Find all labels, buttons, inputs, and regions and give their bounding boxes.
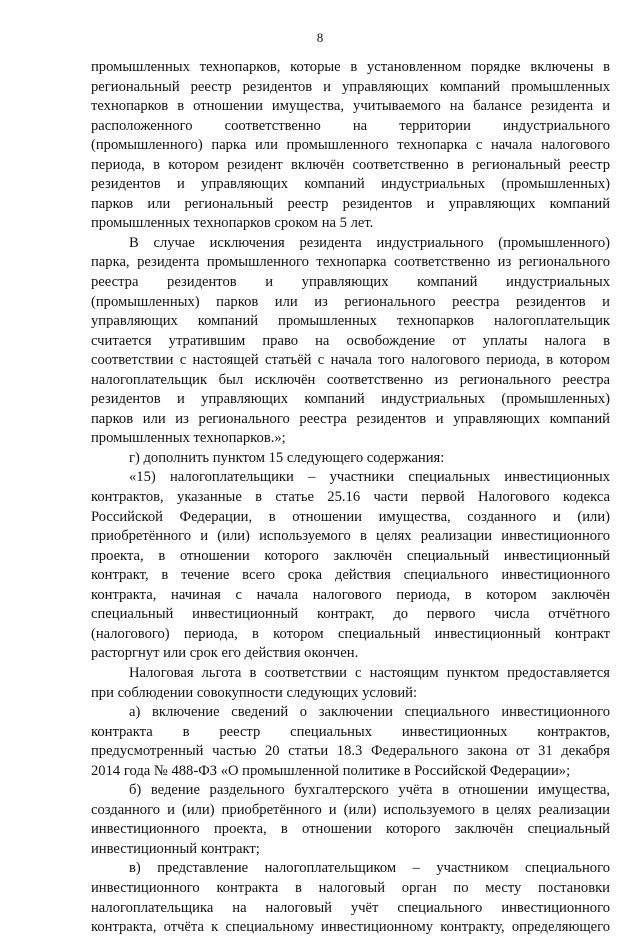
- paragraph: [91, 703, 610, 781]
- text-line: а) включение сведений о заключении специального инвестиционного: [129, 704, 610, 721]
- text-line: контрактов, указанные в статье 25.16 части первой Налогового кодекса: [91, 489, 610, 506]
- text-line: технопарков в отношении имущества, учитываемого на балансе резидента и: [91, 98, 610, 115]
- text-line: парка, резидента промышленного технопарка соответственно из регионального: [91, 254, 610, 271]
- paragraph: [91, 859, 610, 937]
- text-line: «15) налогоплательщики – участники специальных инвестиционных: [129, 469, 610, 486]
- text-line: считается утратившим право на освобождение от уплаты налога в: [91, 332, 610, 349]
- text-line: Российской Федерации, в отношении имущества, созданного и (или): [91, 508, 610, 525]
- paragraph: [91, 781, 610, 859]
- text-line: Налоговая льгота в соответствии с настоящим пунктом предоставляется: [129, 664, 610, 681]
- text-line: расположенного соответственно на территории индустриального: [91, 117, 610, 134]
- paragraph: [91, 449, 610, 469]
- paragraph: [91, 468, 610, 663]
- page-number: 8: [316, 30, 324, 45]
- text-line: управляющих компаний промышленных технопарков налогоплательщик: [91, 313, 610, 330]
- text-line: специальный инвестиционный контракт, до первого числа отчётного: [91, 606, 610, 623]
- text-line: инвестиционного контракта в налоговый орган по месту постановки: [91, 879, 610, 896]
- text-line: созданного и (или) приобретённого и (или) используемого в целях реализации: [91, 801, 610, 818]
- text-line: налогоплательщик был исключён соответственно из регионального реестра: [91, 371, 610, 388]
- text-line: г) дополнить пунктом 15 следующего содержания:: [129, 449, 445, 466]
- text-line: инвестиционный контракт;: [91, 840, 260, 857]
- text-line: 2014 года № 488-ФЗ «О промышленной политике в Российской Федерации»;: [91, 762, 571, 779]
- text-line: инвестиционного проекта, в отношении которого заключён специальный: [91, 821, 610, 838]
- text-line: резидентов и управляющих компаний индустриальных (промышленных): [91, 391, 610, 408]
- text-line: реестра резидентов и управляющих компаний индустриальных: [91, 274, 610, 291]
- text-line: налогоплательщика на налоговый учёт специального инвестиционного: [91, 899, 610, 916]
- paragraph: [91, 664, 610, 703]
- text-line: в) представление налогоплательщиком – участником специального: [129, 860, 610, 877]
- text-line: расторгнут или срок его действия окончен.: [91, 645, 359, 662]
- paragraph: [91, 58, 610, 234]
- text-line: промышленных технопарков сроком на 5 лет.: [91, 215, 374, 232]
- text-line: контракта, начиная с начала налогового периода, в котором заключён: [91, 586, 610, 603]
- text-line: контракта, отчёта к специальному инвестиционному контракту, определяющего: [91, 919, 610, 936]
- text-line: промышленных технопарков, которые в установленном порядке включены в: [91, 59, 610, 75]
- text-line: В случае исключения резидента индустриального (промышленного): [129, 234, 610, 251]
- text-line: проекта, в отношении которого заключён специальный инвестиционный: [91, 547, 610, 564]
- text-line: при соблюдении совокупности следующих условий:: [91, 684, 418, 701]
- text-line: контракта в реестр специальных инвестиционных контрактов,: [91, 723, 610, 740]
- text-line: (промышленных) парков или из регионального реестра резидентов и: [91, 293, 610, 310]
- text-line: приобретённого и (или) используемого в целях реализации инвестиционного: [91, 528, 610, 545]
- text-line: парков или региональный реестр резидентов и управляющих компаний: [91, 195, 610, 212]
- paragraph: [91, 234, 610, 449]
- text-line: промышленных технопарков.»;: [91, 430, 286, 447]
- text-line: предусмотренный частью 20 статьи 18.3 Федерального закона от 31 декабря: [91, 743, 610, 760]
- text-line: соответствии с настоящей статьёй с начала того налогового периода, в котором: [91, 352, 610, 369]
- text-line: (налогового) периода, в котором специальный инвестиционный контракт: [91, 625, 610, 642]
- text-line: (промышленного) парка или промышленного технопарка с начала налогового: [91, 137, 610, 154]
- text-line: резидентов и управляющих компаний индустриальных (промышленных): [91, 176, 610, 193]
- document-body: [91, 58, 610, 938]
- text-line: парков или из регионального реестра резидентов и управляющих компаний: [91, 410, 610, 427]
- text-line: периода, в котором резидент включён соответственно в региональный реестр: [91, 156, 610, 173]
- text-line: контракт, в течение всего срока действия специального инвестиционного: [91, 567, 610, 584]
- text-line: б) ведение раздельного бухгалтерского учёта в отношении имущества,: [129, 782, 610, 799]
- text-line: региональный реестр резидентов и управляющих компаний промышленных: [91, 78, 610, 95]
